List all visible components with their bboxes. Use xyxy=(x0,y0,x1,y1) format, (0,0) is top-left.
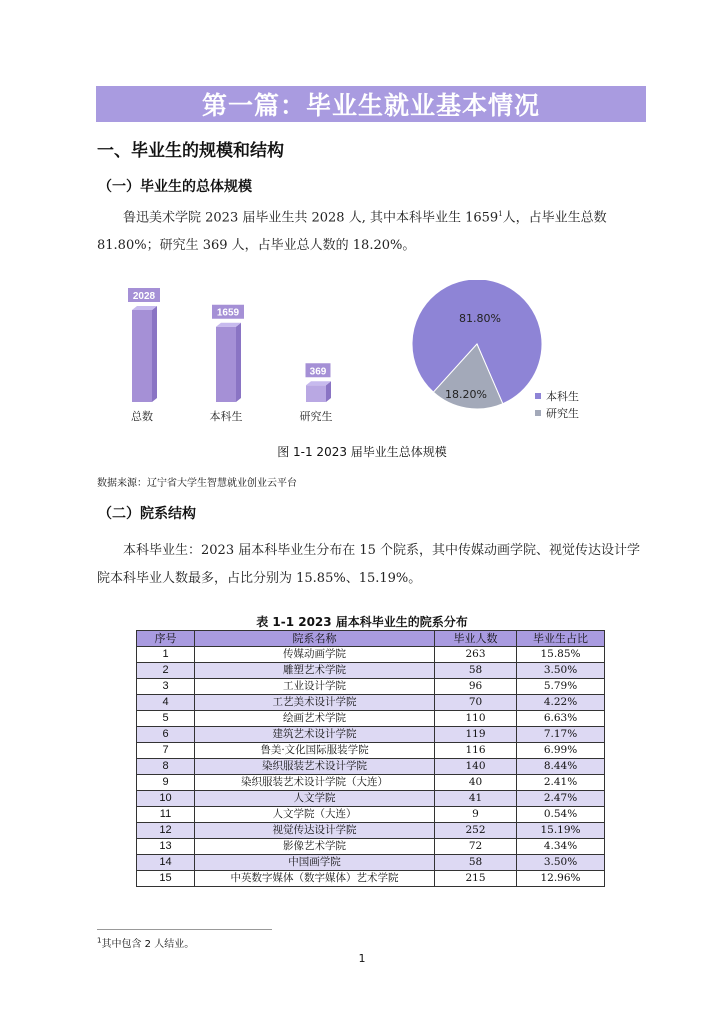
page-number: 1 xyxy=(358,952,366,965)
table-row xyxy=(137,743,605,759)
bar-data-label-1: 1659 xyxy=(216,307,240,319)
row-index: 6 xyxy=(137,727,195,743)
row-index: 13 xyxy=(137,839,195,855)
row-index: 8 xyxy=(137,759,195,775)
legend-label-0: 本科生 xyxy=(546,390,579,403)
subsection-heading-scale: （一）毕业生的总体规模 xyxy=(98,179,252,195)
row-index: 9 xyxy=(137,775,195,791)
row-department: 建筑艺术设计学院 xyxy=(195,727,435,743)
row-ratio: 4.34% xyxy=(517,839,605,855)
table-row xyxy=(137,791,605,807)
table-row xyxy=(137,823,605,839)
row-count: 215 xyxy=(435,871,517,887)
pie-data-label-1: 18.20% xyxy=(445,388,487,401)
footnote-text: 其中包含 2 人结业。 xyxy=(101,939,195,950)
row-ratio: 3.50% xyxy=(517,663,605,679)
row-ratio: 6.63% xyxy=(517,711,605,727)
row-department: 人文学院 xyxy=(195,791,435,807)
header-ratio: 毕业生占比 xyxy=(517,631,605,647)
row-department: 绘画艺术学院 xyxy=(195,711,435,727)
footnote xyxy=(97,935,194,950)
row-ratio: 2.41% xyxy=(517,775,605,791)
row-index: 10 xyxy=(137,791,195,807)
row-department: 中国画学院 xyxy=(195,855,435,871)
table-row xyxy=(137,807,605,823)
bar-data-label-0: 2028 xyxy=(132,291,156,302)
row-department: 传媒动画学院 xyxy=(195,647,435,663)
paragraph-department-structure: 本科毕业生：2023 届本科毕业生分布在 15 个院系，其中传媒动画学院、视觉传达设计学院本科毕业人数最多，占比分别为 15.85%、15.19%。 xyxy=(97,543,641,586)
row-index: 4 xyxy=(137,695,195,711)
department-distribution-table xyxy=(136,630,605,887)
bar-category-label-2: 研究生 xyxy=(299,410,333,423)
row-department: 视觉传达设计学院 xyxy=(195,823,435,839)
bar-category-label-0: 总数 xyxy=(131,410,153,423)
row-ratio: 4.22% xyxy=(517,695,605,711)
row-index: 1 xyxy=(137,647,195,663)
row-count: 9 xyxy=(435,807,517,823)
table-caption: 表 1-1 2023 届本科毕业生的院系分布 xyxy=(256,615,468,629)
legend-label-1: 研究生 xyxy=(546,407,579,420)
row-count: 40 xyxy=(435,775,517,791)
bar-1 xyxy=(216,327,236,402)
row-index: 12 xyxy=(137,823,195,839)
table-row xyxy=(137,663,605,679)
section-heading: 一、毕业生的规模和结构 xyxy=(97,141,284,161)
row-department: 鲁美·文化国际服装学院 xyxy=(195,743,435,759)
row-ratio: 3.50% xyxy=(517,855,605,871)
header-count: 毕业人数 xyxy=(435,631,517,647)
row-department: 人文学院（大连） xyxy=(195,807,435,823)
bar-data-label-2: 369 xyxy=(309,366,327,378)
table-row xyxy=(137,727,605,743)
row-ratio: 7.17% xyxy=(517,727,605,743)
row-ratio: 0.54% xyxy=(517,807,605,823)
paragraph-overall-scale xyxy=(97,200,647,260)
row-count: 96 xyxy=(435,679,517,695)
table-row xyxy=(137,871,605,887)
row-count: 263 xyxy=(435,647,517,663)
row-count: 72 xyxy=(435,839,517,855)
table-row xyxy=(137,679,605,695)
chapter-title: 第一篇：毕业生就业基本情况 xyxy=(201,91,540,120)
row-count: 140 xyxy=(435,759,517,775)
table-row xyxy=(137,775,605,791)
row-ratio: 12.96% xyxy=(517,871,605,887)
row-count: 116 xyxy=(435,743,517,759)
footnote-mark: 1 xyxy=(97,936,102,945)
table-row xyxy=(137,855,605,871)
table-row xyxy=(137,647,605,663)
row-ratio: 2.47% xyxy=(517,791,605,807)
row-index: 11 xyxy=(137,807,195,823)
row-count: 70 xyxy=(435,695,517,711)
row-count: 119 xyxy=(435,727,517,743)
row-count: 58 xyxy=(435,663,517,679)
header-index: 序号 xyxy=(137,631,195,647)
table-row xyxy=(137,695,605,711)
footnote-ref: 1 xyxy=(498,210,503,218)
row-count: 58 xyxy=(435,855,517,871)
paragraph-text-a: 鲁迅美术学院 2023 届毕业生共 2028 人, 其中本科毕业生 1659 xyxy=(123,210,499,226)
legend-swatch-0 xyxy=(535,393,541,399)
row-index: 3 xyxy=(137,679,195,695)
row-ratio: 15.19% xyxy=(517,823,605,839)
row-index: 5 xyxy=(137,711,195,727)
row-count: 110 xyxy=(435,711,517,727)
row-index: 15 xyxy=(137,871,195,887)
row-index: 14 xyxy=(137,855,195,871)
row-department: 染织服装艺术设计学院 xyxy=(195,759,435,775)
paragraph-text-b: 人，占毕业生总数 81.80%；研究生 369 人，占毕业总人数的 18.20%。 xyxy=(97,210,607,254)
row-department: 染织服装艺术设计学院（大连） xyxy=(195,775,435,791)
figure-caption: 图 1-1 2023 届毕业生总体规模 xyxy=(277,445,447,459)
table-header-row xyxy=(137,631,605,647)
row-index: 7 xyxy=(137,743,195,759)
bar-side-1 xyxy=(236,323,241,402)
footnote-divider xyxy=(97,929,272,930)
table-row xyxy=(137,711,605,727)
table-row xyxy=(137,839,605,855)
table-body xyxy=(137,647,605,887)
graduate-scale-charts xyxy=(96,280,656,440)
row-ratio: 5.79% xyxy=(517,679,605,695)
data-source: 数据来源：辽宁省大学生智慧就业创业云平台 xyxy=(97,478,297,489)
row-count: 41 xyxy=(435,791,517,807)
bar-category-label-1: 本科生 xyxy=(209,410,243,423)
bar-0 xyxy=(132,310,152,402)
row-department: 工业设计学院 xyxy=(195,679,435,695)
row-department: 影像艺术学院 xyxy=(195,839,435,855)
row-department: 中英数字媒体（数字媒体）艺术学院 xyxy=(195,871,435,887)
table-row xyxy=(137,759,605,775)
pie-data-label-0: 81.80% xyxy=(459,312,501,325)
subsection-heading-departments: （二）院系结构 xyxy=(98,506,196,522)
bar-2 xyxy=(306,385,326,402)
row-department: 工艺美术设计学院 xyxy=(195,695,435,711)
row-index: 2 xyxy=(137,663,195,679)
row-ratio: 6.99% xyxy=(517,743,605,759)
chapter-banner xyxy=(96,86,646,122)
row-ratio: 8.44% xyxy=(517,759,605,775)
row-department: 雕塑艺术学院 xyxy=(195,663,435,679)
header-department: 院系名称 xyxy=(195,631,435,647)
row-count: 252 xyxy=(435,823,517,839)
legend-swatch-1 xyxy=(535,410,541,416)
row-ratio: 15.85% xyxy=(517,647,605,663)
bar-side-0 xyxy=(152,306,157,402)
